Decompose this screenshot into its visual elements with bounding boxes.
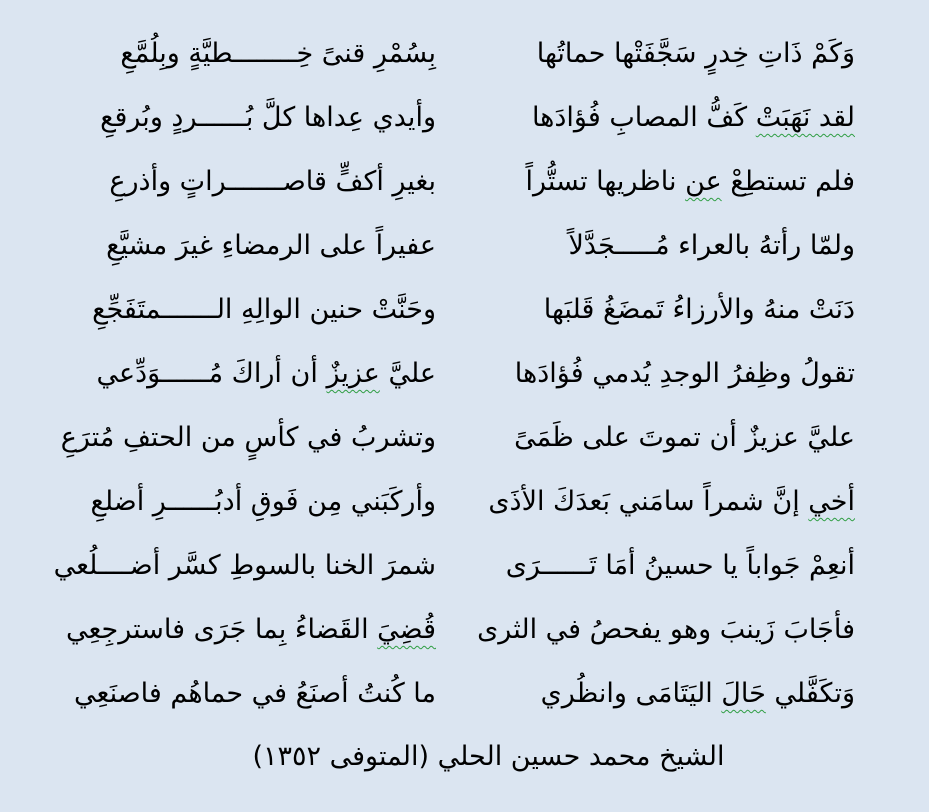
hemistich-second: [0, 214, 436, 278]
verse-text: وتشربُ في كأسٍ من الحتفِ مُترَعِ: [60, 422, 436, 453]
verse-text: أنعِمْ جَواباً يا حسينُ أمَا تَــــــرَى: [505, 550, 855, 581]
verse-text: وَكَمْ ذَاتِ خِدرٍ سَجَّفَتْها حماتُها: [536, 38, 855, 69]
verse-text: كَفُّ المصابِ فُؤادَها: [531, 102, 756, 133]
hemistich-first: [436, 342, 855, 406]
verse-text: بغيرِ أكفٍّ قاصـــــــراتٍ وأذرعِ: [109, 166, 436, 197]
verse-row: [0, 342, 855, 406]
hemistich-first: [436, 534, 855, 598]
verse-row: [0, 406, 855, 470]
verse-text: تقولُ وظِفرُ الوجدِ يُدمي فُؤادَها: [514, 358, 855, 389]
hemistich-first: [436, 150, 855, 214]
hemistich-second: [0, 150, 436, 214]
hemistich-second: [0, 342, 436, 406]
verse-text: وأيدي عِداها كلَّ بُــــــردٍ وبُرقعِ: [100, 102, 436, 133]
hemistich-first: [436, 22, 855, 86]
verse-text: ناظريها تستُّراً: [525, 166, 686, 197]
verse-row: [0, 150, 855, 214]
verse-text: القَضاءُ بِما جَرَى فاسترجِعِي: [66, 614, 378, 645]
hemistich-second: [0, 278, 436, 342]
verse-row: [0, 470, 855, 534]
hemistich-first: [436, 598, 855, 662]
hemistich-second: [0, 22, 436, 86]
hemistich-first: [436, 278, 855, 342]
verse-text: وحَنَّتْ حنين الوالِهِ الـــــــمتَفَجِّعِ: [92, 294, 436, 325]
misspelled-word: قُضِيَ: [377, 614, 436, 645]
hemistich-first: [436, 86, 855, 150]
verse-text: وأركَبَني مِن فَوقِ أدبُــــــرِ أضلعِ: [90, 486, 436, 517]
verse-row: [0, 86, 855, 150]
author-attribution: الشيخ محمد حسين الحلي (المتوفى ١٣٥٢): [252, 741, 725, 772]
hemistich-second: [0, 406, 436, 470]
hemistich-second: [0, 86, 436, 150]
misspelled-word: حَالَ: [721, 678, 766, 709]
verse-text: ما كُنتُ أصنَعُ في حماهُم فاصنَعِي: [74, 678, 436, 709]
hemistich-first: [436, 214, 855, 278]
verse-row: [0, 534, 855, 598]
verse-text: بِسُمْرِ قنىً خِــــــــطيَّةٍ وبِلُمَّعِ: [120, 38, 436, 69]
verse-text: ولمّا رأتهُ بالعراء مُـــــجَدَّلاً: [568, 230, 855, 261]
verse-text: عليَّ: [379, 358, 436, 389]
misspelled-word: عزيزٌ: [326, 358, 380, 389]
hemistich-second: [0, 598, 436, 662]
hemistich-second: [0, 534, 436, 598]
hemistich-first: [436, 470, 855, 534]
verse-text: وَتكَفَّلي: [765, 678, 855, 709]
hemistich-first: [436, 662, 855, 726]
verse-text: شمرَ الخنا بالسوطِ كسَّر أضــــلُعي: [53, 550, 436, 581]
verse-text: دَنَتْ منهُ والأرزاءُ تَمضَغُ قَلبَها: [543, 294, 855, 325]
verse-text: اليَتَامَى وانظُري: [540, 678, 722, 709]
misspelled-word: لقد نَهَبَتْ: [755, 102, 855, 133]
verse-row: [0, 598, 855, 662]
verse-text: أن أراكَ مُــــــوَدِّعي: [96, 358, 327, 389]
verse-text: عليَّ عزيزٌ أن تموتَ على ظَمَىً: [514, 422, 855, 453]
verse-row: [0, 214, 855, 278]
verse-text: فأجَابَ زَينبَ وهو يفحصُ في الثرى: [477, 614, 855, 645]
misspelled-word: أخي: [808, 486, 855, 517]
verse-text: فلم تستطِعْ: [721, 166, 855, 197]
verse-text: إنَّ شمراً سامَني بَعدَكَ الأذَى: [488, 486, 809, 517]
verse-text: عفيراً على الرمضاءِ غيرَ مشيَّعِ: [106, 230, 436, 261]
hemistich-second: [0, 470, 436, 534]
hemistich-first: [436, 406, 855, 470]
hemistich-second: [0, 662, 436, 726]
verse-row: [0, 278, 855, 342]
misspelled-word: عن: [685, 166, 722, 197]
verse-row: [0, 22, 855, 86]
verse-row: [0, 662, 855, 726]
